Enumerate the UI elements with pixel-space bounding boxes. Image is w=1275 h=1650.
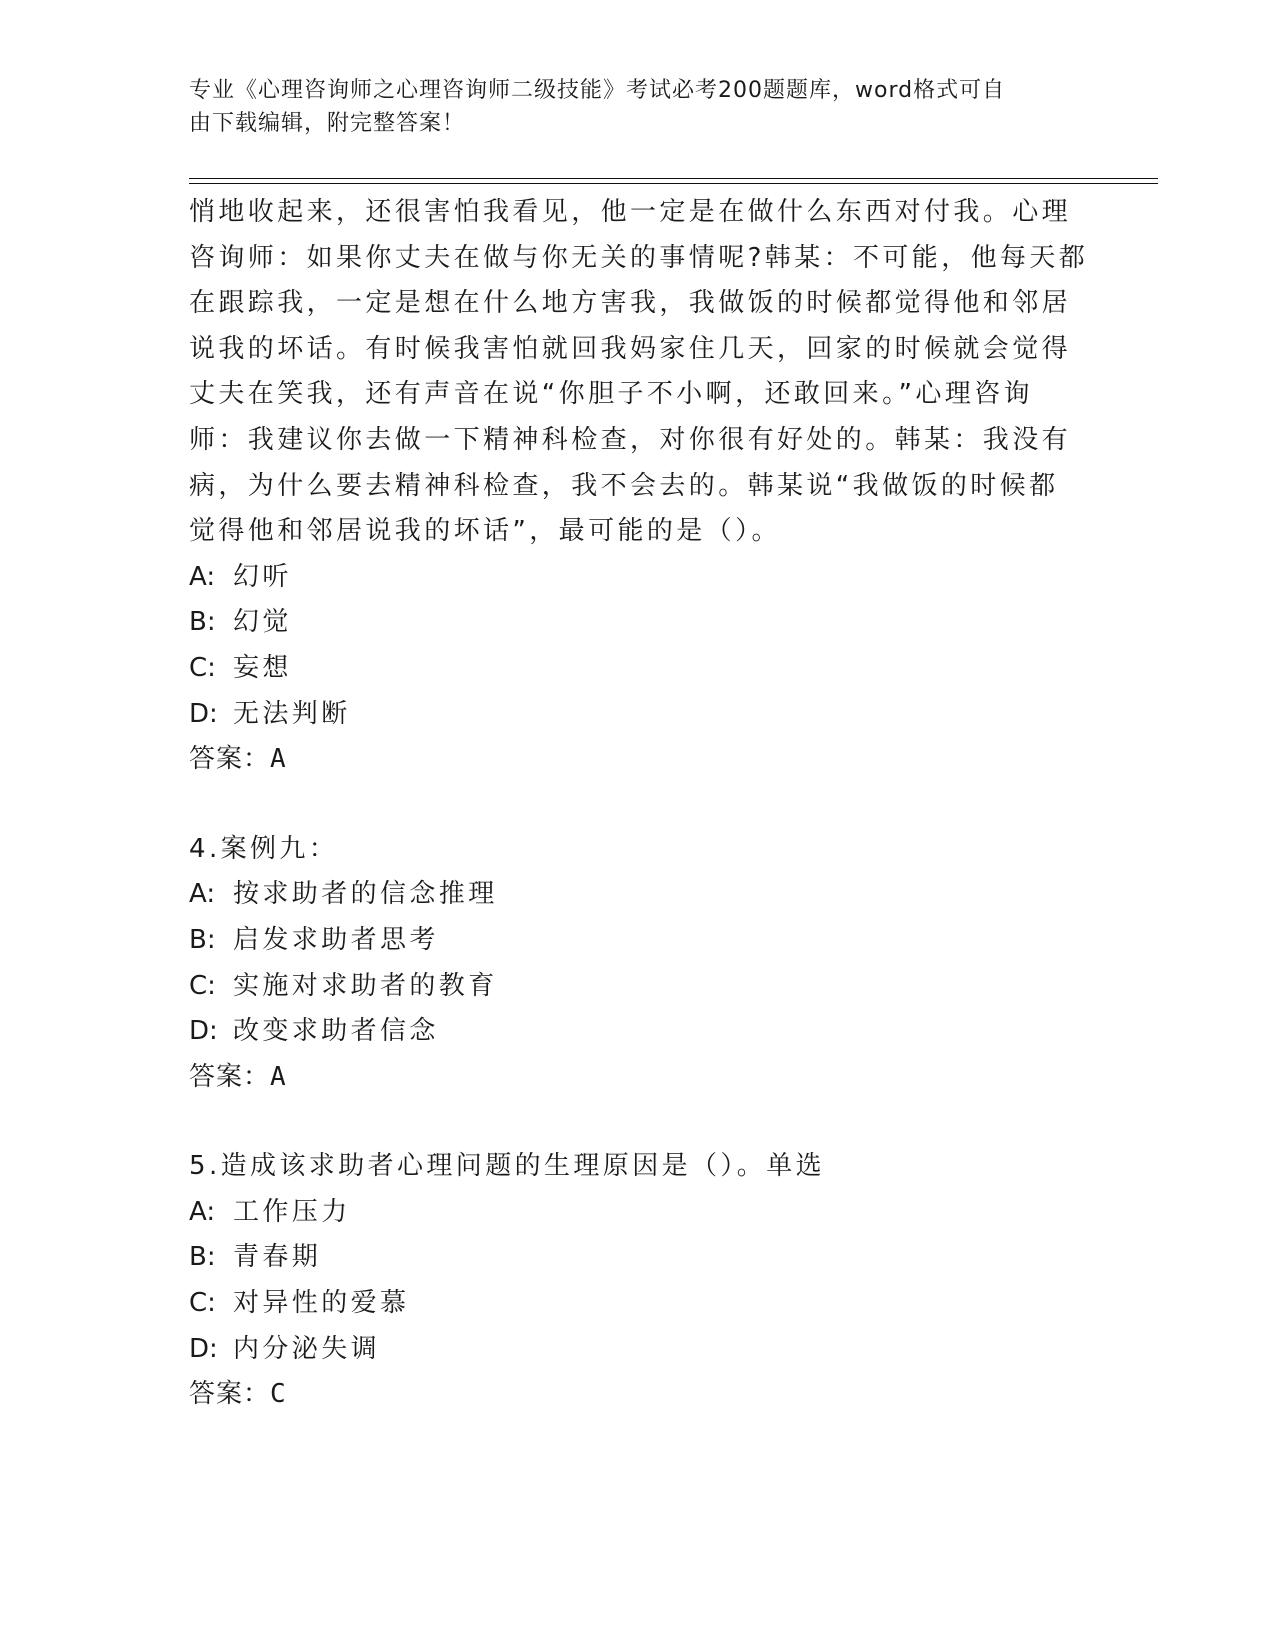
stem-line: 丈夫在笑我，还有声音在说“你胆子不小啊，还敢回来。”心理咨询 xyxy=(189,379,1033,410)
answer-value: A xyxy=(270,1061,287,1092)
answer-value: C xyxy=(270,1379,287,1410)
question-3-stem xyxy=(189,190,1089,555)
answer-line xyxy=(189,737,1089,783)
option-text: 改变求助者信念 xyxy=(233,1016,439,1047)
option-text: 幻觉 xyxy=(233,607,292,638)
option-c xyxy=(189,1281,1089,1327)
option-a xyxy=(189,555,1089,601)
question-5 xyxy=(189,1144,1089,1418)
answer-line xyxy=(189,1055,1089,1101)
option-key: B: xyxy=(189,1242,216,1273)
question-5-title: 5.造成该求助者心理问题的生理原因是（）。单选 xyxy=(189,1151,826,1182)
option-key: A: xyxy=(189,879,216,910)
option-c xyxy=(189,964,1089,1010)
option-text: 实施对求助者的教育 xyxy=(233,970,498,1001)
option-d xyxy=(189,1009,1089,1055)
option-key: D: xyxy=(189,1016,218,1047)
question-3 xyxy=(189,190,1089,783)
stem-line: 说我的坏话。有时候我害怕就回我妈家住几天，回家的时候就会觉得 xyxy=(189,333,1072,364)
option-key: D: xyxy=(189,698,218,729)
stem-line: 在跟踪我，一定是想在什么地方害我，我做饭的时候都觉得他和邻居 xyxy=(189,288,1072,319)
option-text: 青春期 xyxy=(233,1242,322,1273)
option-key: A: xyxy=(189,1196,216,1227)
option-text: 内分泌失调 xyxy=(233,1333,381,1364)
header-rule-top xyxy=(189,178,1158,179)
option-text: 启发求助者思考 xyxy=(233,924,439,955)
stem-line: 觉得他和邻居说我的坏话”，最可能的是（）。 xyxy=(189,516,781,547)
header-rule-bottom xyxy=(189,183,1158,184)
option-text: 对异性的爱慕 xyxy=(233,1288,410,1319)
option-key: A: xyxy=(189,561,216,592)
answer-value: A xyxy=(270,744,287,775)
option-key: C: xyxy=(189,970,216,1001)
document-header xyxy=(189,74,1069,140)
option-key: C: xyxy=(189,652,216,683)
option-b xyxy=(189,918,1089,964)
option-text: 无法判断 xyxy=(233,698,351,729)
option-key: B: xyxy=(189,924,216,955)
question-4 xyxy=(189,827,1089,1101)
option-text: 按求助者的信念推理 xyxy=(233,879,498,910)
option-d xyxy=(189,1327,1089,1373)
document-body xyxy=(189,190,1089,1418)
option-d xyxy=(189,692,1089,738)
stem-line: 悄地收起来，还很害怕我看见，他一定是在做什么东西对付我。心理 xyxy=(189,197,1072,227)
option-text: 工作压力 xyxy=(233,1196,351,1227)
stem-line: 师：我建议你去做一下精神科检查，对你很有好处的。韩某：我没有 xyxy=(189,424,1072,455)
answer-line xyxy=(189,1372,1089,1418)
option-a xyxy=(189,872,1089,918)
answer-label: 答案： xyxy=(189,1379,271,1410)
option-key: B: xyxy=(189,607,216,638)
answer-label: 答案： xyxy=(189,1061,271,1092)
option-key: C: xyxy=(189,1288,216,1319)
stem-line: 病，为什么要去精神科检查，我不会去的。韩某说“我做饭的时候都 xyxy=(189,470,1059,501)
option-text: 幻听 xyxy=(233,561,292,592)
stem-line: 咨询师：如果你丈夫在做与你无关的事情呢?韩某：不可能，他每天都 xyxy=(189,242,1089,273)
answer-label: 答案： xyxy=(189,744,271,775)
header-line-1: 专业《心理咨询师之心理咨询师二级技能》考试必考200题题库，word格式可自 xyxy=(189,78,1006,103)
question-4-title: 4.案例九： xyxy=(189,833,339,864)
option-text: 妄想 xyxy=(233,652,292,683)
option-key: D: xyxy=(189,1333,218,1364)
option-a xyxy=(189,1190,1089,1236)
option-c xyxy=(189,646,1089,692)
option-b xyxy=(189,600,1089,646)
header-line-2: 由下载编辑，附完整答案！ xyxy=(189,111,466,136)
option-b xyxy=(189,1235,1089,1281)
